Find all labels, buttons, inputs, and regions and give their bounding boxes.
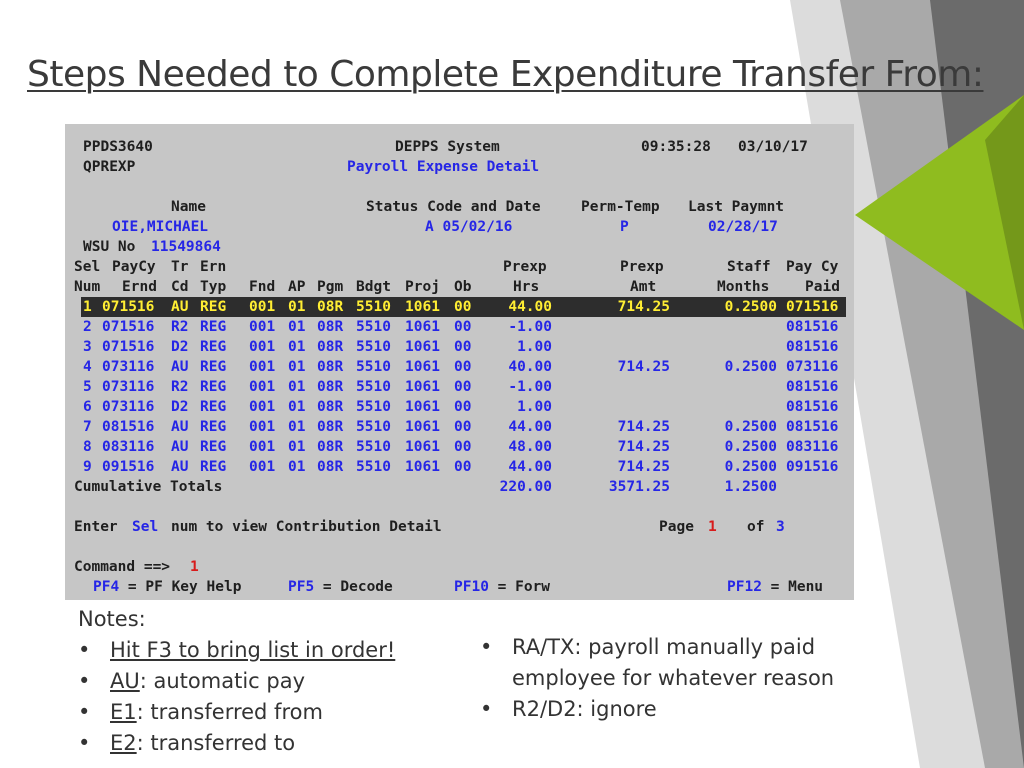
row-ern: REG bbox=[200, 439, 227, 455]
prompt-sel: Sel bbox=[132, 519, 159, 535]
row-ob: 00 bbox=[454, 459, 472, 475]
row-amt: 714.25 bbox=[617, 359, 670, 375]
note-line-continued: employee for whatever reason bbox=[512, 666, 835, 690]
row-fnd: 001 bbox=[249, 419, 276, 435]
terminal-header-line bbox=[65, 137, 854, 157]
row-tr: AU bbox=[171, 299, 189, 315]
row-months: 0.2500 bbox=[724, 419, 777, 435]
col-ap: AP bbox=[288, 279, 306, 295]
row-ern: REG bbox=[200, 419, 227, 435]
row-paycy: 091516 bbox=[102, 459, 155, 475]
row-bdgt: 5510 bbox=[356, 319, 391, 335]
col-ob: Ob bbox=[454, 279, 472, 295]
pf5-key[interactable] bbox=[288, 577, 393, 597]
table-row[interactable] bbox=[65, 357, 854, 377]
row-pgm: 08R bbox=[317, 379, 344, 395]
table-row[interactable] bbox=[65, 377, 854, 397]
table-row[interactable] bbox=[65, 437, 854, 457]
col-months: Months bbox=[717, 279, 770, 295]
row-paid: 091516 bbox=[786, 459, 839, 475]
col-num: Num bbox=[74, 279, 101, 295]
row-ob: 00 bbox=[454, 399, 472, 415]
bullet-icon: • bbox=[78, 638, 91, 662]
row-fnd: 001 bbox=[249, 299, 276, 315]
table-row-selected[interactable] bbox=[81, 297, 846, 317]
bullet-icon: • bbox=[78, 669, 91, 693]
row-ob: 00 bbox=[454, 419, 472, 435]
row-ob: 00 bbox=[454, 359, 472, 375]
row-ern: REG bbox=[200, 319, 227, 335]
row-proj: 1061 bbox=[405, 339, 440, 355]
wsu-no-value: 11549864 bbox=[151, 239, 221, 255]
terminal-screen bbox=[65, 124, 854, 600]
employee-values-line bbox=[65, 217, 854, 237]
row-pgm: 08R bbox=[317, 319, 344, 335]
row-paid: 081516 bbox=[786, 379, 839, 395]
row-hrs: 1.00 bbox=[517, 339, 552, 355]
row-num: 2 bbox=[83, 319, 92, 335]
notes-left-list bbox=[78, 635, 395, 759]
row-fnd: 001 bbox=[249, 379, 276, 395]
note-item bbox=[78, 635, 395, 666]
col-prexp-amt: Prexp bbox=[620, 259, 664, 275]
col-sel: Sel bbox=[74, 259, 101, 275]
row-paycy: 073116 bbox=[102, 379, 155, 395]
note-term: E1 bbox=[110, 700, 137, 724]
system-time: 09:35:28 bbox=[641, 139, 711, 155]
row-pgm: 08R bbox=[317, 439, 344, 455]
row-amt: 714.25 bbox=[617, 419, 670, 435]
totals-months: 1.2500 bbox=[724, 479, 777, 495]
system-date: 03/10/17 bbox=[738, 139, 808, 155]
row-tr: D2 bbox=[171, 399, 189, 415]
row-hrs: -1.00 bbox=[508, 379, 552, 395]
row-tr: AU bbox=[171, 459, 189, 475]
column-header-line-2 bbox=[65, 277, 854, 297]
row-paid: 081516 bbox=[786, 339, 839, 355]
notes-right-list bbox=[480, 632, 834, 725]
employee-labels-line bbox=[65, 197, 854, 217]
row-num: 3 bbox=[83, 339, 92, 355]
col-proj: Proj bbox=[405, 279, 440, 295]
row-bdgt: 5510 bbox=[356, 459, 391, 475]
row-proj: 1061 bbox=[405, 379, 440, 395]
row-ern: REG bbox=[200, 339, 227, 355]
col-typ: Typ bbox=[200, 279, 227, 295]
pf10-key-code: PF10 bbox=[454, 579, 489, 595]
row-ap: 01 bbox=[288, 379, 306, 395]
col-staff: Staff bbox=[727, 259, 771, 275]
row-hrs: 1.00 bbox=[517, 399, 552, 415]
bullet-icon: • bbox=[480, 697, 493, 721]
row-paycy: 071516 bbox=[102, 339, 155, 355]
row-tr: AU bbox=[171, 359, 189, 375]
row-tr: R2 bbox=[171, 319, 189, 335]
col-prexp-hrs: Prexp bbox=[503, 259, 547, 275]
row-fnd: 001 bbox=[249, 339, 276, 355]
employee-last-payment: 02/28/17 bbox=[708, 219, 778, 235]
totals-amt: 3571.25 bbox=[608, 479, 670, 495]
employee-status: A 05/02/16 bbox=[425, 219, 513, 235]
screen-id: PPDS3640 bbox=[83, 139, 153, 155]
row-months: 0.2500 bbox=[724, 439, 777, 455]
row-ern: REG bbox=[200, 299, 227, 315]
row-amt: 714.25 bbox=[617, 299, 670, 315]
prompt-text: num to view Contribution Detail bbox=[171, 519, 442, 535]
row-ob: 00 bbox=[454, 339, 472, 355]
last-paymnt-label: Last Paymnt bbox=[688, 199, 785, 215]
row-ob: 00 bbox=[454, 319, 472, 335]
row-fnd: 001 bbox=[249, 359, 276, 375]
row-num: 8 bbox=[83, 439, 92, 455]
row-ap: 01 bbox=[288, 419, 306, 435]
row-ap: 01 bbox=[288, 339, 306, 355]
row-proj: 1061 bbox=[405, 359, 440, 375]
totals-line bbox=[65, 477, 854, 497]
page-of-label: of bbox=[747, 519, 765, 535]
row-ob: 00 bbox=[454, 299, 472, 315]
row-paid: 073116 bbox=[786, 359, 839, 375]
row-ap: 01 bbox=[288, 459, 306, 475]
employee-perm-temp: P bbox=[620, 219, 629, 235]
note-term: AU bbox=[110, 669, 140, 693]
col-cd: Cd bbox=[171, 279, 189, 295]
row-pgm: 08R bbox=[317, 399, 344, 415]
pf12-key-code: PF12 bbox=[727, 579, 762, 595]
row-tr: D2 bbox=[171, 339, 189, 355]
pf4-key-desc: = PF Key Help bbox=[119, 579, 242, 595]
row-bdgt: 5510 bbox=[356, 419, 391, 435]
row-paycy: 071516 bbox=[102, 319, 155, 335]
row-months: 0.2500 bbox=[724, 459, 777, 475]
prompt-line bbox=[65, 517, 854, 537]
table-row[interactable] bbox=[65, 417, 854, 437]
table-row[interactable] bbox=[65, 457, 854, 477]
notes-left bbox=[78, 604, 395, 759]
page-label: Page bbox=[659, 519, 694, 535]
note-term: Hit F3 to bring list in order! bbox=[110, 638, 396, 662]
row-paycy: 081516 bbox=[102, 419, 155, 435]
screen-title: Payroll Expense Detail bbox=[347, 159, 540, 175]
bullet-icon: • bbox=[480, 635, 493, 659]
note-desc: : transferred from bbox=[136, 700, 323, 724]
row-proj: 1061 bbox=[405, 319, 440, 335]
note-item bbox=[78, 666, 395, 697]
note-item bbox=[78, 728, 395, 759]
row-fnd: 001 bbox=[249, 399, 276, 415]
row-bdgt: 5510 bbox=[356, 339, 391, 355]
wsu-no-label: WSU No bbox=[83, 239, 136, 255]
table-row[interactable] bbox=[65, 337, 854, 357]
note-term: E2 bbox=[110, 731, 137, 755]
system-name: DEPPS System bbox=[395, 139, 500, 155]
row-bdgt: 5510 bbox=[356, 299, 391, 315]
totals-hrs: 220.00 bbox=[499, 479, 552, 495]
table-row[interactable] bbox=[65, 397, 854, 417]
row-ob: 00 bbox=[454, 439, 472, 455]
notes-right bbox=[480, 632, 834, 725]
row-proj: 1061 bbox=[405, 439, 440, 455]
note-item bbox=[78, 697, 395, 728]
row-pgm: 08R bbox=[317, 419, 344, 435]
note-line: RA/TX: payroll manually paid bbox=[512, 635, 816, 659]
row-paycy: 073116 bbox=[102, 399, 155, 415]
row-proj: 1061 bbox=[405, 399, 440, 415]
row-paycy: 083116 bbox=[102, 439, 155, 455]
row-tr: AU bbox=[171, 419, 189, 435]
row-bdgt: 5510 bbox=[356, 379, 391, 395]
pf5-key-code: PF5 bbox=[288, 579, 315, 595]
row-months: 0.2500 bbox=[724, 359, 777, 375]
row-proj: 1061 bbox=[405, 299, 440, 315]
col-bdgt: Bdgt bbox=[356, 279, 391, 295]
perm-temp-label: Perm-Temp bbox=[581, 199, 660, 215]
row-bdgt: 5510 bbox=[356, 399, 391, 415]
function-code: QPREXP bbox=[83, 159, 136, 175]
col-hrs: Hrs bbox=[513, 279, 540, 295]
col-tr: Tr bbox=[171, 259, 189, 275]
col-ern: Ern bbox=[200, 259, 227, 275]
column-header-line-1 bbox=[65, 257, 854, 277]
col-pay-cy: Pay Cy bbox=[786, 259, 839, 275]
row-fnd: 001 bbox=[249, 459, 276, 475]
row-paid: 081516 bbox=[786, 319, 839, 335]
pf-keys-line bbox=[65, 577, 854, 597]
col-fnd: Fnd bbox=[249, 279, 276, 295]
row-ap: 01 bbox=[288, 399, 306, 415]
pf4-key-code: PF4 bbox=[93, 579, 120, 595]
row-hrs: 48.00 bbox=[508, 439, 552, 455]
command-line bbox=[65, 557, 854, 577]
col-amt: Amt bbox=[630, 279, 657, 295]
totals-label: Cumulative Totals bbox=[74, 479, 223, 495]
note-line: R2/D2: ignore bbox=[512, 697, 657, 721]
row-proj: 1061 bbox=[405, 419, 440, 435]
row-num: 7 bbox=[83, 419, 92, 435]
row-hrs: 44.00 bbox=[508, 459, 552, 475]
note-desc: : automatic pay bbox=[139, 669, 306, 693]
col-paid: Paid bbox=[805, 279, 840, 295]
terminal-subheader-line bbox=[65, 157, 854, 177]
employee-name: OIE,MICHAEL bbox=[112, 219, 209, 235]
row-amt: 714.25 bbox=[617, 439, 670, 455]
pf10-key-desc: = Forw bbox=[488, 579, 551, 595]
row-pgm: 08R bbox=[317, 339, 344, 355]
row-fnd: 001 bbox=[249, 319, 276, 335]
pf4-key[interactable] bbox=[93, 577, 241, 597]
pf10-key[interactable] bbox=[454, 577, 550, 597]
row-ern: REG bbox=[200, 359, 227, 375]
row-bdgt: 5510 bbox=[356, 439, 391, 455]
note-item bbox=[480, 694, 834, 725]
row-hrs: -1.00 bbox=[508, 319, 552, 335]
row-pgm: 08R bbox=[317, 459, 344, 475]
prompt-enter: Enter bbox=[74, 519, 118, 535]
row-fnd: 001 bbox=[249, 439, 276, 455]
row-months: 0.2500 bbox=[724, 299, 777, 315]
row-ern: REG bbox=[200, 379, 227, 395]
note-desc: : transferred to bbox=[136, 731, 296, 755]
row-tr: R2 bbox=[171, 379, 189, 395]
row-ern: REG bbox=[200, 459, 227, 475]
row-proj: 1061 bbox=[405, 459, 440, 475]
row-num: 4 bbox=[83, 359, 92, 375]
command-label: Command ==> bbox=[74, 559, 171, 575]
note-item bbox=[480, 632, 834, 694]
notes-heading: Notes: bbox=[78, 607, 146, 631]
status-label: Status Code and Date bbox=[366, 199, 541, 215]
row-num: 1 bbox=[83, 299, 92, 315]
row-paid: 071516 bbox=[786, 299, 839, 315]
col-paycy: PayCy bbox=[112, 259, 156, 275]
pf5-key-desc: = Decode bbox=[314, 579, 393, 595]
col-ernd: Ernd bbox=[122, 279, 157, 295]
row-num: 6 bbox=[83, 399, 92, 415]
pf12-key[interactable] bbox=[727, 577, 823, 597]
slide-title: Steps Needed to Complete Expenditure Transfer From: bbox=[27, 54, 984, 95]
row-ap: 01 bbox=[288, 439, 306, 455]
row-hrs: 40.00 bbox=[508, 359, 552, 375]
row-tr: AU bbox=[171, 439, 189, 455]
row-pgm: 08R bbox=[317, 359, 344, 375]
row-paycy: 071516 bbox=[102, 299, 155, 315]
row-pgm: 08R bbox=[317, 299, 344, 315]
row-paycy: 073116 bbox=[102, 359, 155, 375]
row-num: 9 bbox=[83, 459, 92, 475]
row-amt: 714.25 bbox=[617, 459, 670, 475]
row-paid: 081516 bbox=[786, 399, 839, 415]
page-current: 1 bbox=[708, 519, 717, 535]
row-ern: REG bbox=[200, 399, 227, 415]
bullet-icon: • bbox=[78, 700, 91, 724]
bullet-icon: • bbox=[78, 731, 91, 755]
name-label: Name bbox=[171, 199, 206, 215]
page-total: 3 bbox=[776, 519, 785, 535]
row-hrs: 44.00 bbox=[508, 419, 552, 435]
row-paid: 083116 bbox=[786, 439, 839, 455]
row-ap: 01 bbox=[288, 319, 306, 335]
row-ap: 01 bbox=[288, 359, 306, 375]
row-num: 5 bbox=[83, 379, 92, 395]
row-ap: 01 bbox=[288, 299, 306, 315]
row-paid: 081516 bbox=[786, 419, 839, 435]
row-ob: 00 bbox=[454, 379, 472, 395]
pf12-key-desc: = Menu bbox=[761, 579, 824, 595]
table-row[interactable] bbox=[65, 317, 854, 337]
command-input[interactable]: 1 bbox=[190, 559, 199, 575]
row-bdgt: 5510 bbox=[356, 359, 391, 375]
wsu-line bbox=[65, 237, 854, 257]
col-pgm: Pgm bbox=[317, 279, 344, 295]
row-hrs: 44.00 bbox=[508, 299, 552, 315]
